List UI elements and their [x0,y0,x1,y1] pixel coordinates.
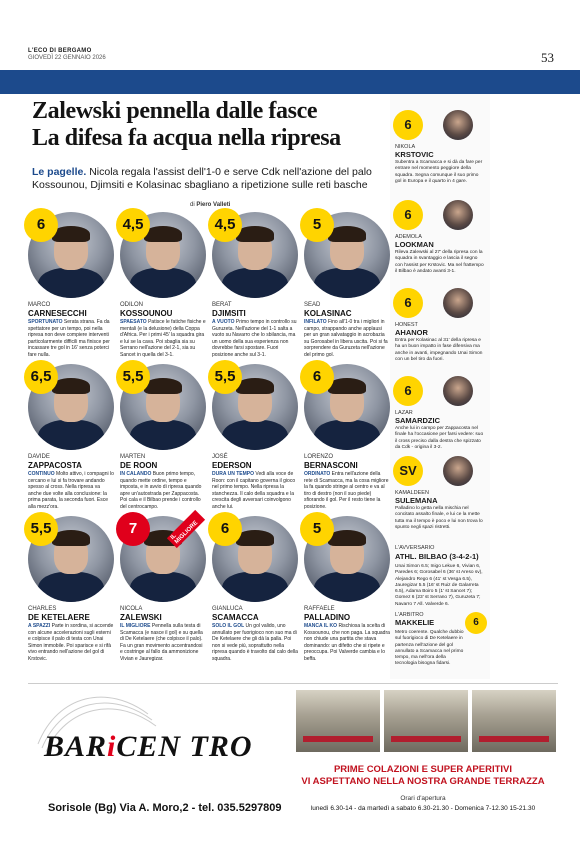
player-first-name: NICOLA [120,606,143,612]
subhead-text: Nicola regala l'assist dell'1-0 e serve Cdk nell'azione del palo Kossounou, Djimsiti e Kolasinac sbagliano a ripetizione sulle reti basche [32,166,372,191]
player-comment [28,623,114,663]
grade-badge: 6 [393,200,423,230]
player-first-name: MARTEN [120,454,146,460]
player-comment [120,319,206,359]
logo-part-i: i [107,730,117,763]
player-text: Serata strana. Fa da spettatore per un tempo, poi nella ripresa non deve compiere interventi particolarmente difficili ma finisce per incassare tre gol in 16' senza poterci fare nulla. [28,319,110,358]
player-last-name: EDERSON [212,461,252,470]
player-comment [304,623,390,663]
player-tag: A SPAZZI [28,623,51,629]
referee-comment: Metro coerente. Qualche dubbio sul fuorigioco di De Ketelaere in partenza nell'azione del gol annullato a Scamacca nel primo tempo, ma nell'ora della tecnologia bisogna fidarsi. [395,630,464,667]
player-last-name: CARNESECCHI [28,309,87,318]
player-comment [120,471,206,511]
player-tag: A VUOTO [212,319,235,325]
ad-address: Sorisole (Bg) Via A. Moro,2 - tel. 035.5297809 [48,802,282,814]
subhead-lead: Le pagelle. [32,166,87,178]
player-comment [28,319,114,359]
player-text: Patisce le fatiche fisiche e mentali (e la delusione) della Coppa d'Africa. Per i primi 45' la squadra gira e lui se la cava. Poi sbaglia sia su Serrano nell'azione del 2-1, sia su Sancet in quella del 3-1. [120,319,206,358]
grade-badge: 6 [208,512,242,546]
logo-part-1: BAR [44,730,108,763]
referee-name: MAKKELIE [395,618,435,627]
player-last-name: DE ROON [120,461,158,470]
player-first-name: DAVIDE [28,454,50,460]
player-comment: Palladino lo getta nella mischia nel concitato assalto finale, e lui ce la mette tutta ma il tempo è poco e lui non trova lo spunto negli spazi ristretti. [395,506,483,530]
grade-badge: 5 [300,512,334,546]
player-last-name: DJIMSITI [212,309,246,318]
article [28,94,388,679]
player-text: Vedi alla voce de Roon: con il capitano governa il gioco nel primo tempo. Nella ripresa la stanchezza. Il calo della squadra e la crescita degli avversari coinvolgono anche lui. [212,471,296,510]
player-photo [443,456,473,486]
ad-photo [296,690,380,752]
player-tag: DURA UN TEMPO [212,471,255,477]
player-first-name: NIKOLA [395,144,416,150]
player-tag: INFILATO [304,319,327,325]
masthead [28,48,106,62]
player-last-name: KOSSOUNOU [120,309,173,318]
player-first-name: ODILON [120,302,144,308]
player-first-name: JOSÉ [212,454,228,460]
grade-badge: 5,5 [208,360,242,394]
player-first-name: CHARLES [28,606,57,612]
player-first-name: HONEST [395,322,418,328]
player-text: Primo tempo in controllo su Guruzeta. Nell'azione del 1-1 salta a vuoto su Navarro che lo sbilancia, ma un uomo della sua esperienza non dovrebbe farsi spostare. Fuori posizione anche sul 3-1. [212,319,297,358]
player-last-name: AHANOR [395,328,428,337]
grade-badge: 6 [24,208,58,242]
grade-badge: 6 [393,288,423,318]
player-photo [443,200,473,230]
player-comment [304,471,390,511]
player-tag: SPORTUNATO [28,319,63,325]
player-photo [443,288,473,318]
player-comment [212,319,298,359]
player-text: Pennella sulla testa di Scamacca (e nasce il gol) e su quella di De Ketelaere (che colpisce il palo). Fa un gran movimento accentrandosi e costringe al fallo da ammonizione Vivian e Jauregizar. [120,623,203,662]
player-first-name: LORENZO [304,454,334,460]
player-first-name: ADEMOLA [395,234,422,240]
player-last-name: BERNASCONI [304,461,358,470]
grade-badge: 4,5 [208,208,242,242]
player-comment [304,319,390,359]
player-last-name: ZALEWSKI [120,613,162,622]
player-last-name: DE KETELAERE [28,613,90,622]
opponent-lineup: Unai Simon 6.5; Inigo Lekue 6, Vivian 6, Paredes 6; Gorosabel 6 (36' st Areso sv), Alejandro Rego 6 (41' st Vesga 6.5), Jauregizar 5.5 (16' st Ruiz de Galarreta 6.5), Adama Boiro 5 (1' st Sancet 7); Gomez 6 (23' st Serrano 7), Guruzeta 7; Navarro 7 All. Valverde 6. [395,564,483,607]
player-comment: Anche lui in campo per Zappacosta nel finale ha l'occasione per farsi vedere: suo il cross preciso dalla destra che spizzato da Cdk - origina il 3-2. [395,426,484,450]
player-text: Molto attivo, i compagni lo cercano e lui si fa trovare andando spesso al cross. Nella ripresa va anche due volte alla conclusione: la prima parata, la seconda fuori. Esce alla mezz'ora. [28,471,114,510]
opponent-label: L'AVVERSARIO [395,545,435,551]
player-tag: IN CALANDO [120,471,152,477]
grade-badge: 6 [300,360,334,394]
referee-label: L'ARBITRO [395,612,424,618]
issue-date: GIOVEDÌ 22 GENNAIO 2026 [28,55,106,61]
grade-badge: 6 [393,110,423,140]
opening-hours: lunedì 6.30-14 - da martedì a sabato 6.30-21.30 - Domenica 7-12.30 15-21.30 [310,805,536,812]
player-text: Fino all'1-0 tra i migliori in campo, strappando anche applausi per un gran salvataggio in acrobazia su Gorosabel in libera uscita. Poi si fa sorprendere da Guruzeta nell'azione del primo gol. [304,319,388,358]
player-tag: SOLO IL GOL [212,623,245,629]
player-text: Rischiosa la scelta di Kossounou, che non paga. La squadra non chiude una partita che stava dominando: un difetto che si ripete e preoccupa. Poi Valverde cambia e lo beffa. [304,623,390,662]
player-last-name: PALLADINO [304,613,351,622]
player-comment: Rileva Zalewski al 27' della ripresa con la squadra in svantaggio e lascia il segno con l'assist per Krstovic. Ma nel frattempo il Bilbao è andato avanti 3-1. [395,250,484,274]
byline-author: Piero Valleti [196,202,231,208]
headline-line-2: La difesa fa acqua nella ripresa [32,125,341,151]
player-last-name: SCAMACCA [212,613,259,622]
player-text: Buon primo tempo, quando mette ordine, tempo e imposta, e in avvio di ripresa quando apre un'autostrada per Zappacosta. Poi cala e il Bilbao prende i controllo del centrocampo. [120,471,202,510]
player-comment: Entra per Kolasinac al 31' della ripresa e ha un buon impatto in fase difensiva ma anche in avanti, impegnando Unai Simon con un bel tiro da fuori. [395,338,483,362]
grade-badge: 5 [300,208,334,242]
player-first-name: MARCO [28,302,51,308]
newspaper-name: L'ECO DI BERGAMO [28,48,92,54]
headline [32,98,388,152]
player-tag: MANCA IL KO [304,623,338,629]
player-first-name: BERAT [212,302,232,308]
ad-promo [283,764,563,788]
grade-badge: SV [393,456,423,486]
player-comment [212,623,298,663]
subheadline [32,166,388,192]
player-comment [28,471,114,511]
player-first-name: SEAD [304,302,321,308]
player-comment [212,471,298,511]
opponent-team: ATHL. BILBAO (3-4-2-1) [395,552,479,561]
player-photo [443,376,473,406]
promo-line-2: VI ASPETTANO NELLA NOSTRA GRANDE TERRAZZA [301,776,545,787]
player-first-name: LAZAR [395,410,413,416]
page-number: 53 [541,50,554,65]
opponent-box [395,545,487,608]
player-last-name: SULEMANA [395,496,438,505]
player-first-name: GIANLUCA [212,606,243,612]
logo-part-2: CEN TRO [116,730,253,763]
grade-badge: 5,5 [116,360,150,394]
player-tag: CONTINUO [28,471,55,477]
player-text: Parte in sordina, si accende con alcune accelerazioni sugli esterni e colpisce il palo di testa con Unai Simon immobile. Poi sparisce e si rifà vivo entrando nell'azione del gol di Krstovic. [28,623,114,662]
grade-badge: 6,5 [24,360,58,394]
player-first-name: KAMALDEEN [395,490,429,496]
player-first-name: RAFFAELE [304,606,335,612]
grade-badge: 6 [393,376,423,406]
grade-badge: 7 [116,512,150,546]
player-comment: Subentra a Scamacca e si dà da fare per entrare nel momento peggiore della squadra. Segna comunque il suo primo gol in Europa e il quarto in 4 gare. [395,160,483,184]
promo-line-1: PRIME COLAZIONI E SUPER APERITIVI [333,764,513,775]
referee-grade-badge: 6 [465,612,487,634]
ad-photos [296,690,556,752]
headline-line-1: Zalewski pennella dalle fasce [32,98,318,124]
player-comment [120,623,206,663]
section-band [0,70,580,94]
player-text: Entra nell'azione della rete di Scamacca, ma la cosa migliore la fa quando stringe al centro e va al tiro di destro (non il suo piede) sfiorando il gol. Per il resto tiene la posizione. [304,471,389,510]
player-last-name: KOLASINAC [304,309,352,318]
grade-badge: 5,5 [24,512,58,546]
ad-photo [472,690,556,752]
byline-prefix: di [190,202,195,208]
player-tag: IL MIGLIORE [120,623,151,629]
player-tag: SPAESATO [120,319,147,325]
bar-centro-logo [44,730,253,764]
player-tag: ORDINATO [304,471,331,477]
best-player-ribbon: IL MIGLIORE [167,510,205,548]
player-last-name: KRSTOVIC [395,150,434,159]
referee-box [395,612,487,668]
grade-badge: 4,5 [116,208,150,242]
player-photo [443,110,473,140]
hours-title: Orari d'apertura [400,795,446,802]
player-text: Un gol valido, uno annullato per fuorigioco non suo ma di De Ketelaere che gli dà la palla. Poi non si vede più, soprattutto nella ripresa quando è travolto dal calo della squadra. [212,623,298,662]
player-last-name: SAMARDZIC [395,416,440,425]
player-last-name: ZAPPACOSTA [28,461,82,470]
ad-photo [384,690,468,752]
advertisement [28,683,558,823]
player-last-name: LOOKMAN [395,240,434,249]
